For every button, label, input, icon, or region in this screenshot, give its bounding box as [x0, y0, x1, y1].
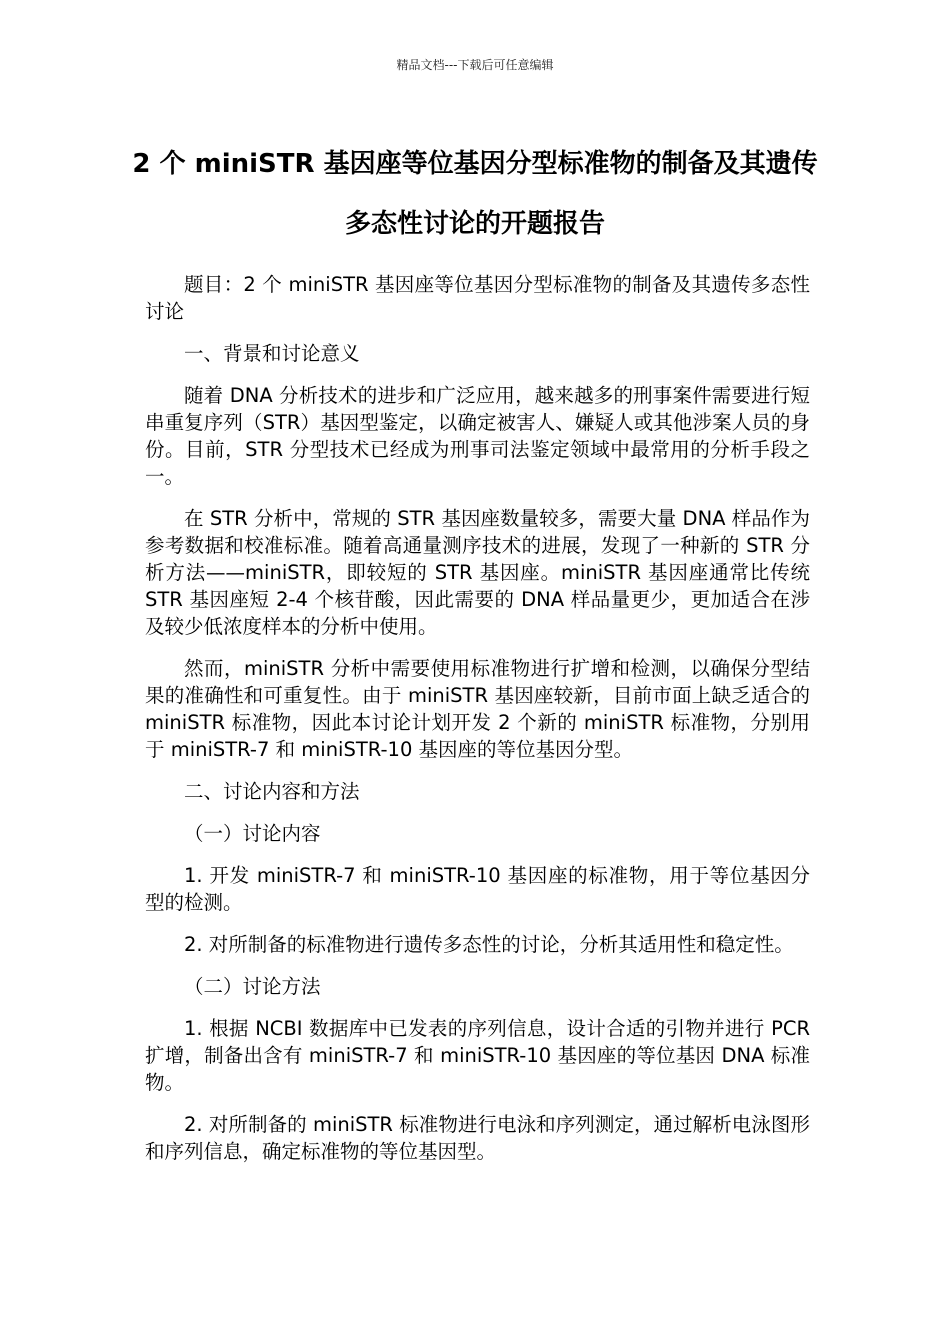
list-item: 2. 对所制备的 miniSTR 标准物进行电泳和序列测定，通过解析电泳图形和序列信息，确定标准物的等位基因型。: [145, 1113, 810, 1163]
list-item: 2. 对所制备的标准物进行遗传多态性的讨论，分析其适用性和稳定性。: [184, 933, 794, 956]
subsection-heading-methods: （二）讨论方法: [184, 975, 321, 998]
body-paragraph: 在 STR 分析中，常规的 STR 基因座数量较多，需要大量 DNA 样品作为参考数据和校准标准。随着高通量测序技术的进展，发现了一种新的 STR 分析方法——miniSTR，即较短的 STR 基因座。miniSTR 基因座通常比传统 STR 基因座短 2-4 个核苷酸，因此需要的 DNA 样品量更少，更加适合在涉及较少低浓度样本的分析中使用。: [145, 507, 810, 638]
body-paragraph: 随着 DNA 分析技术的进步和广泛应用，越来越多的刑事案件需要进行短串重复序列（STR）基因型鉴定，以确定被害人、嫌疑人或其他涉案人员的身份。目前，STR 分型技术已经成为刑事司法鉴定领域中最常用的分析手段之一。: [145, 384, 810, 488]
document-title: 2 个 miniSTR 基因座等位基因分型标准物的制备及其遗传多态性讨论的开题报告: [132, 149, 818, 239]
subsection-heading-content: （一）讨论内容: [184, 822, 321, 845]
body-paragraph: 然而，miniSTR 分析中需要使用标准物进行扩增和检测，以确保分型结果的准确性和可重复性。由于 miniSTR 基因座较新，目前市面上缺乏适合的 miniSTR 标准物，因此本讨论计划开发 2 个新的 miniSTR 标准物，分别用于 miniSTR-7 和 miniSTR-10 基因座的等位基因分型。: [145, 657, 810, 761]
list-item: 1. 根据 NCBI 数据库中已发表的序列信息，设计合适的引物并进行 PCR 扩增，制备出含有 miniSTR-7 和 miniSTR-10 基因座的等位基因 DNA 标准物。: [145, 1017, 810, 1094]
section-heading-background: 一、背景和讨论意义: [184, 342, 360, 365]
topic-paragraph: 题目：2 个 miniSTR 基因座等位基因分型标准物的制备及其遗传多态性讨论: [145, 273, 810, 323]
section-heading-content-methods: 二、讨论内容和方法: [184, 780, 360, 803]
header-note: 精品文档---下载后可任意编辑: [396, 58, 554, 72]
document-body: [145, 271, 810, 1180]
list-item: 1. 开发 miniSTR-7 和 miniSTR-10 基因座的标准物，用于等位基因分型的检测。: [145, 864, 810, 914]
